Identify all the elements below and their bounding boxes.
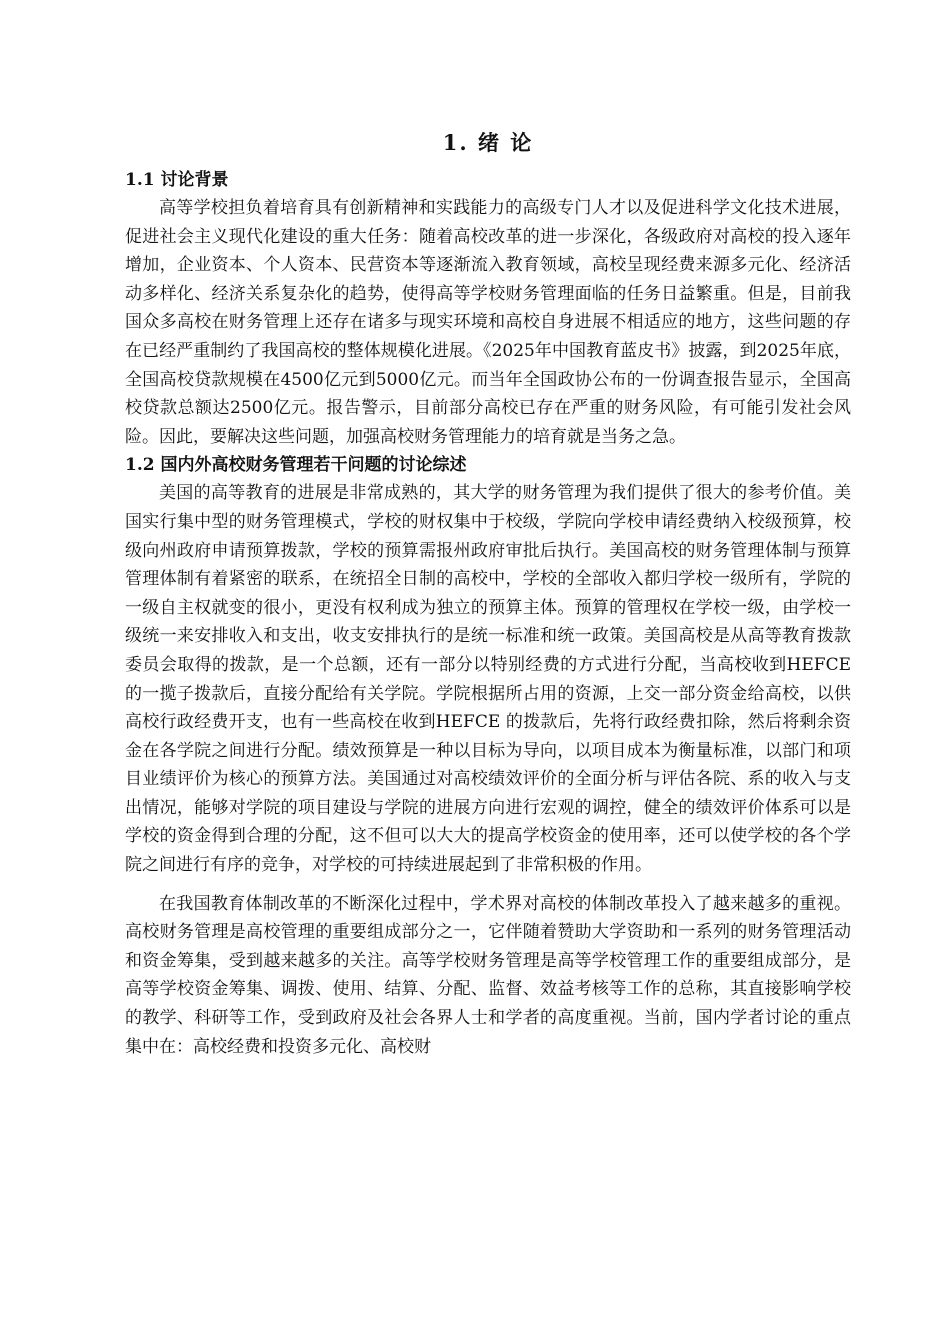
document-page bbox=[125, 128, 851, 1061]
paragraph-background: 高等学校担负着培育具有创新精神和实践能力的高级专门人才以及促进科学文化技术进展，促进社会主义现代化建设的重大任务：随着高校改革的进一步深化，各级政府对高校的投入逐年增加，企业资本、个人资本、民营资本等逐渐流入教育领域，高校呈现经费来源多元化、经济活动多样化、经济关系复杂化的趋势，使得高等学校财务管理面临的任务日益繁重。但是，目前我国众多高校在财务管理上还存在诸多与现实环境和高校自身进展不相适应的地方，这些问题的存在已经严重制约了我国高校的整体规模化进展。《2025年中国教育蓝皮书》披露，到2025年底，全国高校贷款规模在4500亿元到5000亿元。而当年全国政协公布的一份调查报告显示，全国高校贷款总额达2500亿元。报告警示，目前部分高校已存在严重的财务风险，有可能引发社会风险。因此，要解决这些问题，加强高校财务管理能力的培育就是当务之急。 bbox=[125, 198, 851, 447]
section-heading-1-1: 1.1 讨论背景 bbox=[125, 170, 229, 190]
paragraph-china-finance: 在我国教育体制改革的不断深化过程中，学术界对高校的体制改革投入了越来越多的重视。高校财务管理是高校管理的重要组成部分之一，它伴随着赞助大学资助和一系列的财务管理活动和资金筹集，受到越来越多的关注。高等学校财务管理是高等学校管理工作的重要组成部分，是高等学校资金筹集、调拨、使用、结算、分配、监督、效益考核等工作的总称，其直接影响学校的教学、科研等工作，受到政府及社会各界人士和学者的高度重视。当前，国内学者讨论的重点集中在：高校经费和投资多元化、高校财 bbox=[125, 893, 851, 1057]
section-heading-1-2: 1.2 国内外高校财务管理若干问题的讨论综述 bbox=[125, 455, 467, 476]
chapter-title: 1. 绪 论 bbox=[442, 130, 534, 155]
section-research-background bbox=[125, 166, 851, 451]
paragraph-us-finance: 美国的高等教育的进展是非常成熟的，其大学的财务管理为我们提供了很大的参考价值。美国实行集中型的财务管理模式，学校的财权集中于校级，学院向学校申请经费纳入校级预算，校级向州政府申请预算拨款，学校的预算需报州政府审批后执行。美国高校的财务管理体制与预算管理体制有着紧密的联系，在统招全日制的高校中，学校的全部收入都归学校一级所有，学院的一级自主权就变的很小，更没有权利成为独立的预算主体。预算的管理权在学校一级，由学校一级统一来安排收入和支出，收支安排执行的是统一标准和统一政策。美国高校是从高等教育拨款委员会取得的拨款，是一个总额，还有一部分以特别经费的方式进行分配，当高校收到HEFCE 的一揽子拨款后，直接分配给有关学院。学院根据所占用的资源，上交一部分资金给高校，以供高校行政经费开支，也有一些高校在收到HEFCE 的拨款后，先将行政经费扣除，然后将剩余资金在各学院之间进行分配。绩效预算是一种以目标为导向，以项目成本为衡量标准，以部门和项目业绩评价为核心的预算方法。美国通过对高校绩效评价的全面分析与评估各院、系的收入与支出情况，能够对学院的项目建设与学院的进展方向进行宏观的调控，健全的绩效评价体系可以是学校的资金得到合理的分配，这不但可以大大的提高学校资金的使用率，还可以使学校的各个学院之间进行有序的竞争，对学校的可持续进展起到了非常积极的作用。 bbox=[125, 483, 851, 876]
section-literature-review bbox=[125, 451, 851, 1061]
